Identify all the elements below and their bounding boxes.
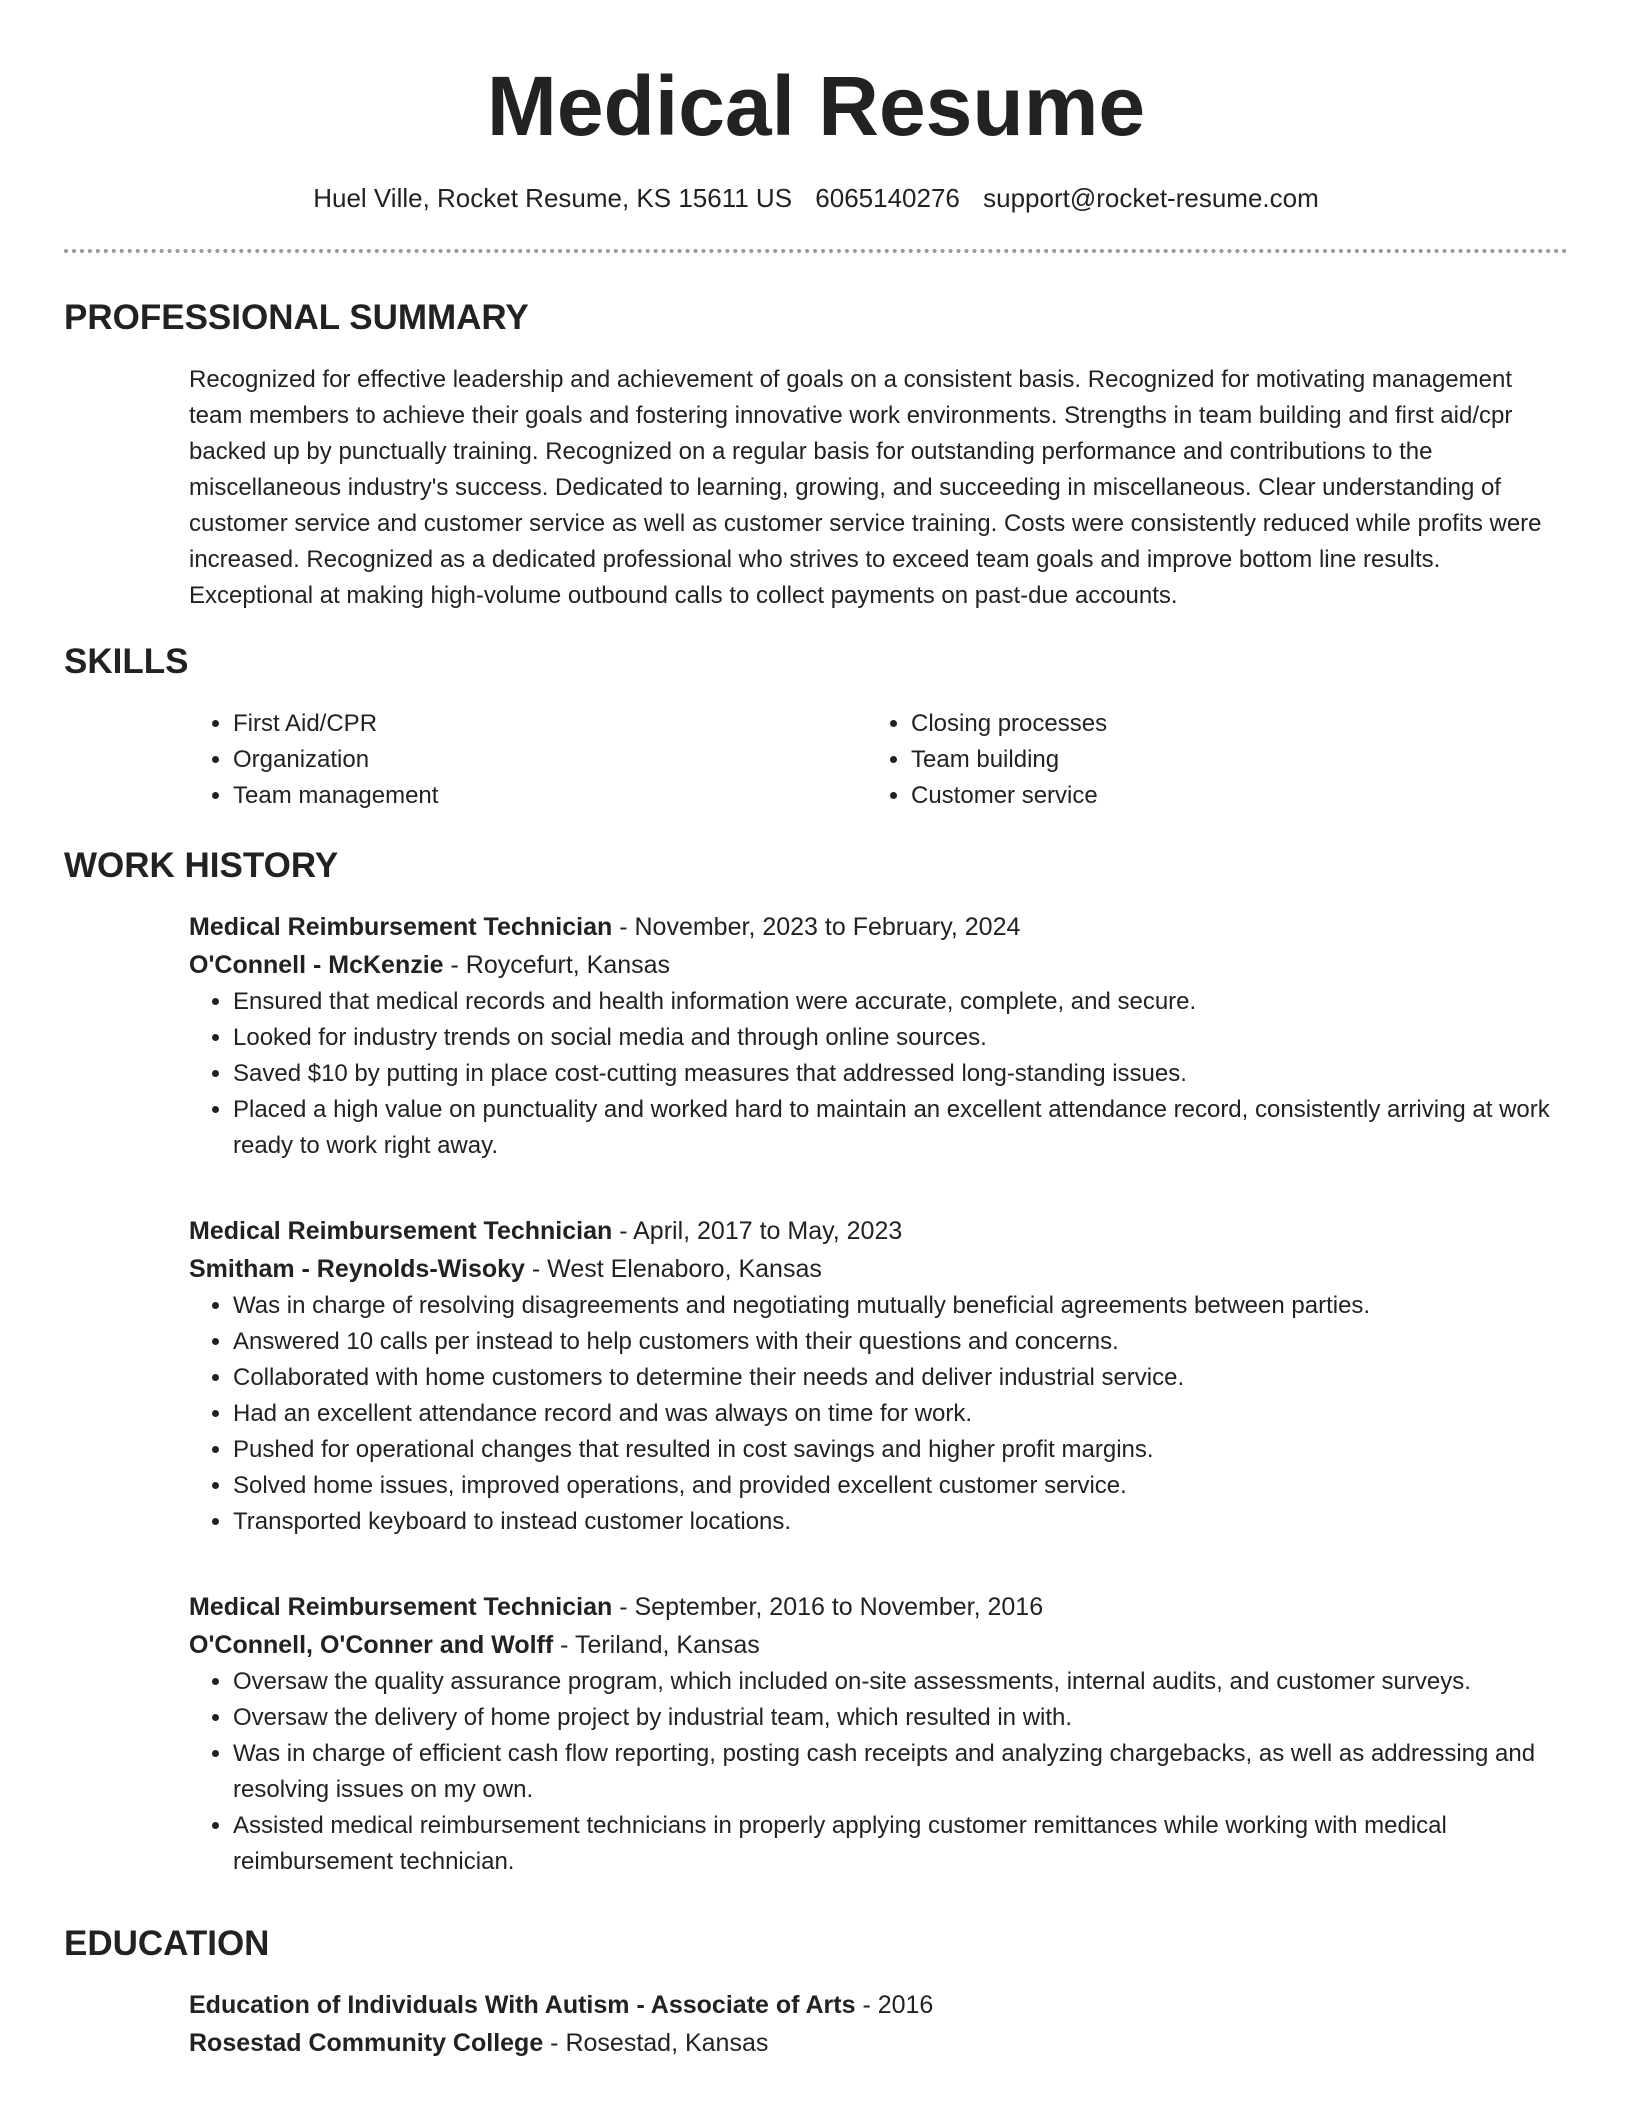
job-bullets — [189, 984, 1569, 1164]
job-role: Medical Reimbursement Technician — [189, 1217, 613, 1245]
job-bullet: • Transported keyboard to instead customer locations. — [233, 1504, 1569, 1540]
skill-item: • Organization — [233, 742, 867, 778]
separator: - — [612, 1593, 635, 1621]
job-bullet: • Assisted medical reimbursement technicians in properly applying customer remittances while working with medical reimbursement technician. — [233, 1808, 1569, 1880]
job-company: O'Connell - McKenzie — [189, 951, 444, 979]
separator: - — [612, 1217, 634, 1245]
education-degree-line — [189, 1986, 1569, 2024]
job-bullet: • Had an excellent attendance record and was always on time for work. — [233, 1396, 1569, 1432]
job-title-line — [189, 908, 1569, 946]
job-company: O'Connell, O'Conner and Wolff — [189, 1631, 554, 1659]
contact-address: Huel Ville, Rocket Resume, KS 15611 US — [313, 183, 793, 213]
job-location: Roycefurt, Kansas — [465, 951, 671, 979]
job-company-line — [189, 1250, 1569, 1288]
job-company-line — [189, 946, 1569, 984]
job-company-line — [189, 1626, 1569, 1664]
contact-email: support@rocket-resume.com — [983, 183, 1319, 213]
job-entry — [189, 908, 1569, 1164]
skill-item: • First Aid/CPR — [233, 706, 867, 742]
job-bullet: • Pushed for operational changes that resulted in cost savings and higher profit margins. — [233, 1432, 1569, 1468]
education-location: Rosestad, Kansas — [565, 2029, 769, 2057]
job-role: Medical Reimbursement Technician — [189, 1593, 613, 1621]
contact-line — [0, 182, 1632, 214]
job-company: Smitham - Reynolds-Wisoky — [189, 1255, 525, 1283]
skills-section — [189, 706, 1569, 814]
skill-item: • Closing processes — [911, 706, 1545, 742]
summary-heading: PROFESSIONAL SUMMARY — [64, 298, 529, 337]
skills-heading: SKILLS — [64, 642, 189, 681]
job-location: Teriland, Kansas — [574, 1631, 760, 1659]
summary-section — [189, 362, 1569, 614]
job-title-line — [189, 1588, 1569, 1626]
education-heading: EDUCATION — [64, 1924, 270, 1963]
skill-item: • Customer service — [911, 778, 1545, 814]
job-title-line — [189, 1212, 1569, 1250]
job-dates: September, 2016 to November, 2016 — [634, 1593, 1044, 1621]
education-school-line — [189, 2024, 1569, 2062]
job-dates: November, 2023 to February, 2024 — [634, 913, 1021, 941]
job-location: West Elenaboro, Kansas — [547, 1255, 822, 1283]
skill-item: • Team management — [233, 778, 867, 814]
job-bullet: • Ensured that medical records and health information were accurate, complete, and secure. — [233, 984, 1569, 1020]
job-bullet: • Placed a high value on punctuality and worked hard to maintain an excellent attendance record, consistently arriving at work ready to work right away. — [233, 1092, 1569, 1164]
contact-phone: 6065140276 — [815, 183, 960, 213]
resume-name: Medical Resume — [486, 59, 1146, 153]
job-bullet: • Was in charge of efficient cash flow reporting, posting cash receipts and analyzing chargebacks, as well as addressing and resolving issues on my own. — [233, 1736, 1569, 1808]
job-bullet: • Oversaw the delivery of home project by industrial team, which resulted in with. — [233, 1700, 1569, 1736]
job-bullet: • Oversaw the quality assurance program, which included on-site assessments, internal audits, and customer surveys. — [233, 1664, 1569, 1700]
job-entry — [189, 1212, 1569, 1540]
work-history-heading: WORK HISTORY — [64, 846, 339, 885]
job-bullet: • Saved $10 by putting in place cost-cutting measures that addressed long-standing issues. — [233, 1056, 1569, 1092]
job-role: Medical Reimbursement Technician — [189, 913, 613, 941]
job-bullet: • Looked for industry trends on social media and through online sources. — [233, 1020, 1569, 1056]
separator: - — [855, 1991, 878, 2019]
header-divider — [64, 249, 1568, 253]
job-bullets — [189, 1664, 1569, 1880]
skills-column-right — [867, 706, 1545, 814]
job-bullet: • Answered 10 calls per instead to help customers with their questions and concerns. — [233, 1324, 1569, 1360]
job-dates: April, 2017 to May, 2023 — [633, 1217, 903, 1245]
job-bullets — [189, 1288, 1569, 1540]
separator: - — [553, 1631, 575, 1659]
education-school: Rosestad Community College — [189, 2029, 544, 2057]
separator: - — [443, 951, 466, 979]
summary-text: Recognized for effective leadership and achievement of goals on a consistent basis. Recognized for motivating management team members to achieve their goals and fostering innovative work environments. Strengths in team building and first aid/cpr backed up by punctually training. Recognized on a regular basis for outstanding performance and contributions to the miscellaneous industry's success. Dedicated to learning, growing, and succeeding in miscellaneous. Clear understanding of customer service and customer service as well as customer service training. Costs were consistently reduced while profits were increased. Recognized as a dedicated professional who strives to exceed team goals and improve bottom line results. Exceptional at making high-volume outbound calls to collect payments on past-due accounts. — [189, 366, 1542, 609]
job-bullet: • Was in charge of resolving disagreements and negotiating mutually beneficial agreements between parties. — [233, 1288, 1569, 1324]
education-year: 2016 — [877, 1991, 934, 2019]
education-degree: Education of Individuals With Autism - Associate of Arts — [189, 1991, 856, 2019]
job-bullet: • Solved home issues, improved operations, and provided excellent customer service. — [233, 1468, 1569, 1504]
skill-item: • Team building — [911, 742, 1545, 778]
job-entry — [189, 1588, 1569, 1880]
skills-column-left — [189, 706, 867, 814]
separator: - — [543, 2029, 566, 2057]
separator: - — [612, 913, 635, 941]
job-bullet: • Collaborated with home customers to determine their needs and deliver industrial service. — [233, 1360, 1569, 1396]
separator: - — [524, 1255, 548, 1283]
education-entry — [189, 1986, 1569, 2062]
